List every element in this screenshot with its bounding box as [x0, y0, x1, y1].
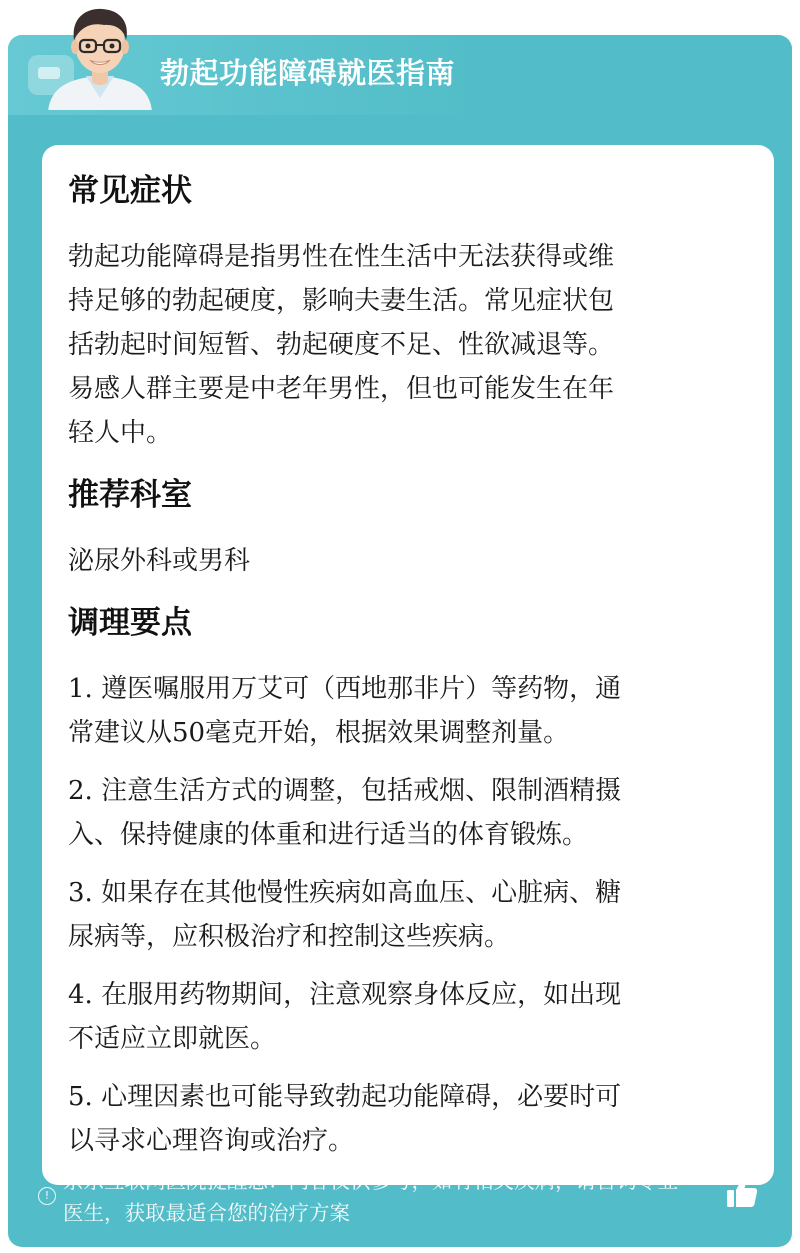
item-text: 在服用药物期间，注意观察身体反应，如出现: [101, 980, 622, 1010]
disclaimer-text: [63, 1165, 728, 1229]
item-text: 注意生活方式的调整，包括戒烟、限制酒精摄: [101, 776, 622, 806]
disclaimer-footer: [8, 1161, 792, 1241]
item-text: 不适应立即就医。: [68, 1024, 277, 1054]
item-text: 毫克开始，根据效果调整剂量。: [205, 718, 570, 748]
item-text: 常建议从: [68, 718, 173, 748]
care-item: [68, 667, 732, 755]
item-text: 遵医嘱服用万艾可（西地那非片）等药物，通: [101, 674, 622, 704]
info-icon: !: [38, 1187, 56, 1205]
item-number: 5.: [68, 1082, 93, 1112]
item-number: 3.: [68, 878, 93, 908]
item-number: 2.: [68, 776, 93, 806]
department-heading: 推荐科室: [68, 477, 192, 513]
symptoms-line: 括勃起时间短暂、勃起硬度不足、性欲减退等。: [68, 330, 615, 360]
symptoms-line: 勃起功能障碍是指男性在性生活中无法获得或维: [68, 242, 615, 272]
item-text: 如果存在其他慢性疾病如高血压、心脏病、糖: [101, 878, 622, 908]
item-text: 尿病等，应积极治疗和控制这些疾病。: [68, 922, 511, 952]
doctor-avatar-icon: [40, 0, 160, 110]
guide-frame: [8, 35, 792, 1247]
item-text: 以寻求心理咨询或治疗。: [68, 1126, 355, 1156]
item-number: 1.: [68, 674, 93, 704]
disclaimer-line: 京东互联网医院提醒您：内容仅供参考，如有相关疾病，请咨询专业: [63, 1169, 678, 1193]
department-text: 泌尿外科或男科: [68, 546, 251, 576]
care-item: [68, 871, 732, 959]
care-item: [68, 973, 732, 1061]
symptoms-line: 轻人中。: [68, 418, 173, 448]
content-card: [42, 145, 774, 1185]
item-text: 入、保持健康的体重和进行适当的体育锻炼。: [68, 820, 589, 850]
symptoms-line: 易感人群主要是中老年男性，但也可能发生在年: [68, 374, 615, 404]
thumbs-up-icon[interactable]: [724, 1175, 760, 1211]
care-heading: 调理要点: [68, 605, 192, 641]
care-item: [68, 769, 732, 857]
item-text: 心理因素也可能导致勃起功能障碍，必要时可: [101, 1082, 622, 1112]
disclaimer-line: 医生，获取最适合您的治疗方案: [63, 1201, 350, 1225]
dose-number: 50: [172, 718, 206, 748]
symptoms-line: 持足够的勃起硬度，影响夫妻生活。常见症状包: [68, 286, 615, 316]
item-number: 4.: [68, 980, 93, 1010]
page-title: 勃起功能障碍就医指南: [160, 56, 456, 90]
care-item: [68, 1075, 732, 1163]
symptoms-heading: 常见症状: [68, 173, 192, 209]
